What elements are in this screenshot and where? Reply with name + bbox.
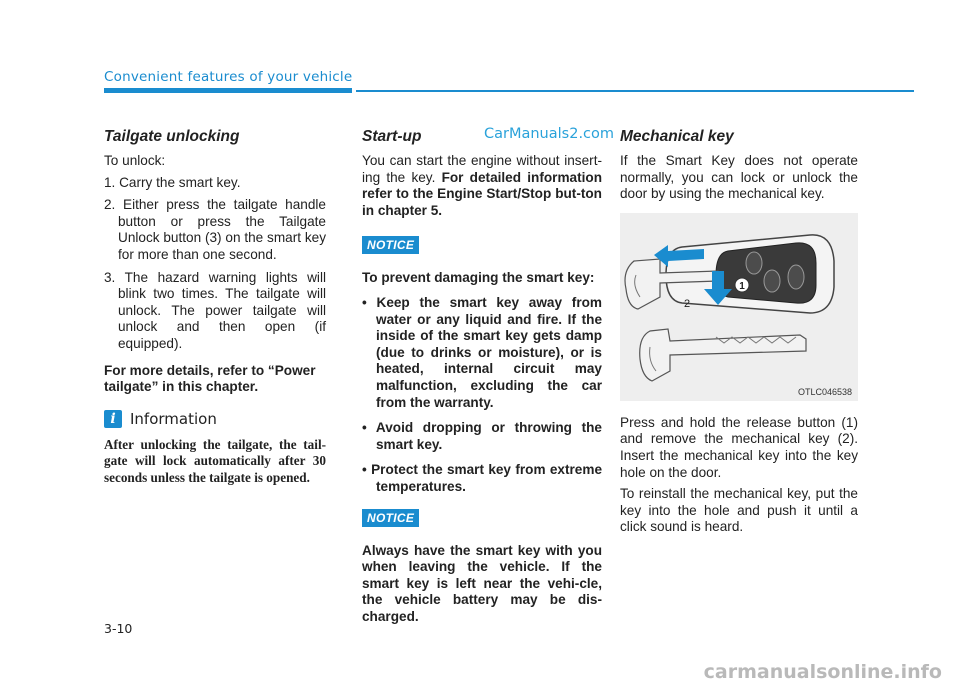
mechanical-key-para-2: To reinstall the mechanical key, put the key into the hole and push it until a click sound is heard. [620, 486, 858, 535]
lock-button-icon [746, 252, 762, 274]
tailgate-details-reference: For more details, refer to “Power tailgate” in this chapter. [104, 362, 316, 395]
section-header-title: Convenient features of your vehicle [104, 69, 353, 85]
notice-bullet-3: • Protect the smart key from extreme temperatures. [362, 462, 602, 494]
tailgate-step-2: 2. Either press the tailgate handle button or press the Tailgate Unlock button (3) on the smart key for more than one second. [104, 197, 326, 262]
mechanical-key-intro: If the Smart Key does not operate normally, you can lock or unlock the door by using the mechanical key. [620, 153, 858, 202]
notice-badge-1: NOTICE [362, 236, 419, 254]
notice-bullet-2: • Avoid dropping or throwing the smart key. [362, 420, 602, 452]
tailgate-step-3: 3. The hazard warning lights will blink two times. The tailgate will unlock. The power tailgate will unlock and then open (if equipped). [104, 269, 326, 351]
notice-2-text: Always have the smart key with you when leaving the vehicle. If the smart key is left near the vehi-cle, the vehicle battery may be dis-charged. [362, 542, 602, 624]
page-number: 3-10 [104, 621, 133, 636]
heading-mechanical-key: Mechanical key [620, 128, 734, 145]
notice-1-lead: To prevent damaging the smart key: [362, 270, 595, 286]
column-start-up [362, 128, 602, 630]
heading-tailgate-unlocking: Tailgate unlocking [104, 128, 240, 145]
information-text: After unlocking the tailgate, the tail-gate will lock automatically after 30 seconds unless the tailgate is opened. [104, 436, 326, 485]
footer-site-watermark: carmanualsonline.info [703, 661, 942, 683]
information-header [104, 410, 326, 428]
mechanical-key-figure [620, 213, 858, 401]
notice-badge-2: NOTICE [362, 509, 419, 527]
callout-2-label: 2 [684, 297, 691, 310]
figure-code: OTLC046538 [797, 386, 852, 397]
callout-1-label: 1 [739, 280, 745, 292]
header-accent-bar [104, 88, 352, 93]
watermark-text: CarManuals2.com [484, 126, 615, 142]
information-icon: i [104, 410, 122, 428]
notice-1-bullets [362, 295, 602, 496]
information-title: Information [130, 409, 217, 428]
smart-key-illustration [620, 213, 858, 401]
tailgate-step-1: 1. Carry the smart key. [104, 174, 241, 190]
startup-intro-bold: For detailed information refer to the Engine Start/Stop but-ton in chapter 5. [362, 169, 603, 218]
heading-start-up: Start-up [362, 128, 422, 145]
column-tailgate-unlocking [104, 128, 326, 492]
column-mechanical-key [620, 128, 858, 541]
tailgate-steps-list [104, 175, 326, 353]
unlock-button-icon [764, 270, 780, 292]
header-rule [356, 90, 914, 92]
mechanical-key-para-1: Press and hold the release button (1) and remove the mechanical key (2). Insert the mechanical key into the key hole on the door. [620, 414, 858, 480]
tailgate-intro: To unlock: [104, 153, 166, 168]
mechanical-key [640, 329, 806, 381]
startup-intro [362, 153, 602, 219]
startup-intro-plain: You can start the engine without insert-ing the key. [362, 153, 602, 185]
notice-bullet-1: • Keep the smart key away from water or any liquid and fire. If the inside of the smart key gets damp (due to drinks or moisture), or is heated, internal circuit may malfunction, excluding the car from the warranty. [362, 294, 602, 410]
tailgate-button-icon [788, 265, 804, 289]
